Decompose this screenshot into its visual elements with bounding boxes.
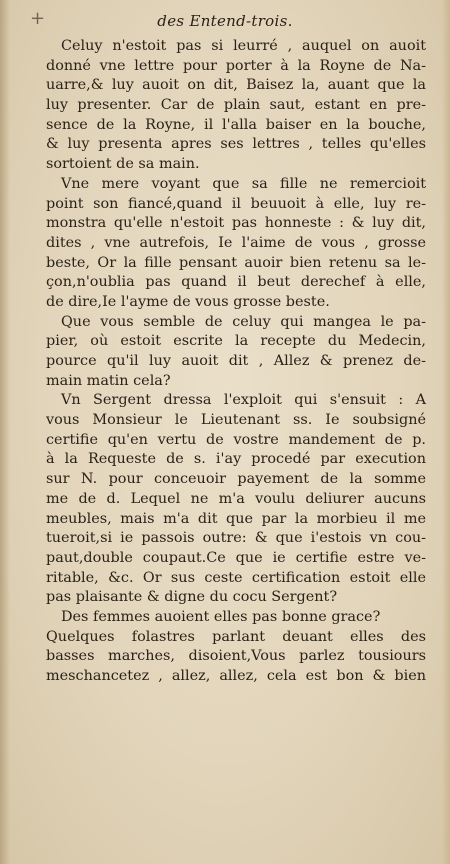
text-line: de dire,Ie l'ayme de vous grosse beste. [46,293,330,310]
text-line: ritable, &c. Or sus ceste certification estoit elle [46,569,426,586]
text-line: pier, où estoit escrite la recepte du Medecin, [46,333,426,350]
text-line: sence de la Royne, il l'alla baiser en la bouche, [46,116,426,133]
text-line: luy presenter. Car de plain saut, estant en pre- [46,97,426,114]
text-line: Que vous semble de celuy qui mangea le pa- [61,313,426,330]
text-line: basses marches, disoient,Vous parlez tousiours [46,648,426,665]
text-line: dites , vne autrefois, Ie l'aime de vous , grosse [46,234,426,251]
text-line: donné vne lettre pour porter à la Royne de Na- [46,57,426,74]
text-line: sortoient de sa main. [46,156,200,173]
text-line: Quelques folastres parlant deuant elles des [46,628,426,645]
text-line: meubles, mais m'a dit que par la morbieu il me [46,510,426,527]
text-line: pource qu'il luy auoit dit , Allez & prenez de- [46,353,426,369]
text-line: monstra qu'elle n'estoit pas honneste : & luy dit, [46,215,426,232]
text-line: çon,n'oublia pas quand il beut derechef à elle, [46,274,426,291]
text-line: certifie qu'en vertu de vostre mandement de p. [46,431,426,448]
text-line: vous Monsieur le Lieutenant ss. Ie soubsigné [46,412,426,429]
text-line: beste, Or la fille pensant auoir bien retenu sa le- [46,254,426,271]
text-line: Vne mere voyant que sa fille ne remercioit [61,175,426,192]
text-line: me de d. Lequel ne m'a voulu deliurer aucuns [46,490,426,507]
running-head: des Entend-trois. [157,12,293,30]
text-line: main matin cela? [46,372,171,389]
text-line: à la Requeste de s. i'ay procedé par execution [46,451,426,468]
text-line: point son fiancé,quand il beuuoit à elle, luy re- [46,195,426,212]
text-line: & luy presenta apres ses lettres , telles qu'elles [46,136,426,153]
text-line: sur N. pour conceuoir payement de la somme [46,471,426,488]
text-line: Des femmes auoient elles pas bonne grace? [61,608,381,625]
page-corner-mark: + [30,8,46,29]
text-line: uarre,& luy auoit on dit, Baisez la, auant que la [46,77,426,94]
text-line: Vn Sergent dressa l'exploit qui s'ensuit : A [61,392,426,409]
text-line: tueroit,si ie passois outre: & que i'estois vn cou- [46,530,426,547]
text-line: meschancetez , allez, allez, cela est bon & bien [46,668,426,684]
text-line: paut,double coupaut.Ce que ie certifie estre ve- [46,549,426,566]
text-line: Celuy n'estoit pas si leurré , auquel on auoit [61,38,426,54]
text-line: pas plaisante & digne du cocu Sergent? [46,589,338,606]
body-text [46,37,426,687]
